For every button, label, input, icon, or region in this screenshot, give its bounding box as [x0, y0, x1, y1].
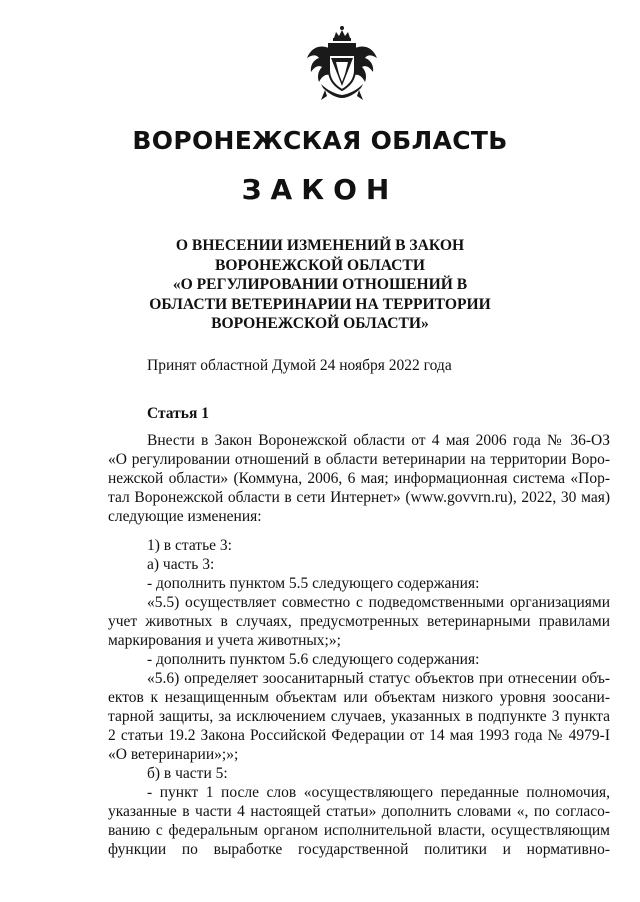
- document-type: ЗАКОН: [241, 173, 399, 206]
- article-line: - дополнить пунктом 5.5 следующего содержания:: [147, 575, 480, 592]
- adoption-date: Принят областной Думой 24 ноября 2022 года: [147, 357, 452, 374]
- law-title: [110, 236, 530, 334]
- article-line: ектов к незащищенным объектам или объектам низкого уровня зоосани-: [108, 689, 610, 706]
- article-line: функции по выработке государственной политики и нормативно-: [108, 841, 610, 858]
- region-heading: ВОРОНЕЖСКАЯ ОБЛАСТЬ: [132, 126, 508, 155]
- law-title-line: ОБЛАСТИ ВЕТЕРИНАРИИ НА ТЕРРИТОРИИ: [149, 295, 491, 313]
- article-line: «5.5) осуществляет совместно с подведомственными организациями: [147, 594, 610, 611]
- coat-of-arms-emblem: [301, 24, 383, 106]
- article-heading: Статья 1: [147, 405, 209, 422]
- article-line: нежской области» (Коммуна, 2006, 6 мая; информационная система «Пор-: [108, 470, 610, 487]
- article-line: учет животных в случаях, предусмотренных ветеринарными правилами: [108, 613, 610, 630]
- article-line: «О регулировании отношений в области ветеринарии на территории Воро-: [108, 451, 610, 468]
- article-line: 2 статьи 19.2 Закона Российской Федерации от 14 мая 1993 года № 4979-I: [108, 727, 610, 744]
- article-line: ванию с федеральным органом исполнительной власти, осуществляющим: [108, 822, 610, 839]
- law-title-line: О ВНЕСЕНИИ ИЗМЕНЕНИЙ В ЗАКОН: [175, 237, 465, 254]
- article-line: тарной защиты, за исключением случаев, указанных в подпункте 3 пункта: [108, 708, 610, 725]
- article-line: - пункт 1 после слов «осуществляющего переданные полномочия,: [147, 784, 610, 801]
- article-line: следующие изменения:: [108, 508, 262, 525]
- law-title-line: «О РЕГУЛИРОВАНИИ ОТНОШЕНИЙ В: [172, 276, 468, 294]
- article-line: Внести в Закон Воронежской области от 4 мая 2006 года № 36-ОЗ: [147, 432, 610, 449]
- article-line: 1) в статье 3:: [147, 537, 232, 554]
- law-title-line: ВОРОНЕЖСКОЙ ОБЛАСТИ»: [211, 315, 429, 333]
- article-line: «О ветеринарии»;»;: [108, 746, 239, 763]
- article-line: маркирования и учета животных;»;: [108, 632, 341, 649]
- article-line: указанные в части 4 настоящей статьи» дополнить словами «, по согласо-: [108, 803, 610, 820]
- article-line: тал Воронежской области в сети Интернет» (www.govvrn.ru), 2022, 30 мая): [108, 489, 610, 506]
- article-line: б) в части 5:: [147, 765, 228, 782]
- law-title-line: ВОРОНЕЖСКОЙ ОБЛАСТИ: [215, 256, 425, 274]
- article-line: «5.6) определяет зоосанитарный статус объектов при отнесении объ-: [147, 670, 610, 687]
- article-line: а) часть 3:: [147, 556, 215, 573]
- article-line: - дополнить пунктом 5.6 следующего содержания:: [147, 651, 480, 668]
